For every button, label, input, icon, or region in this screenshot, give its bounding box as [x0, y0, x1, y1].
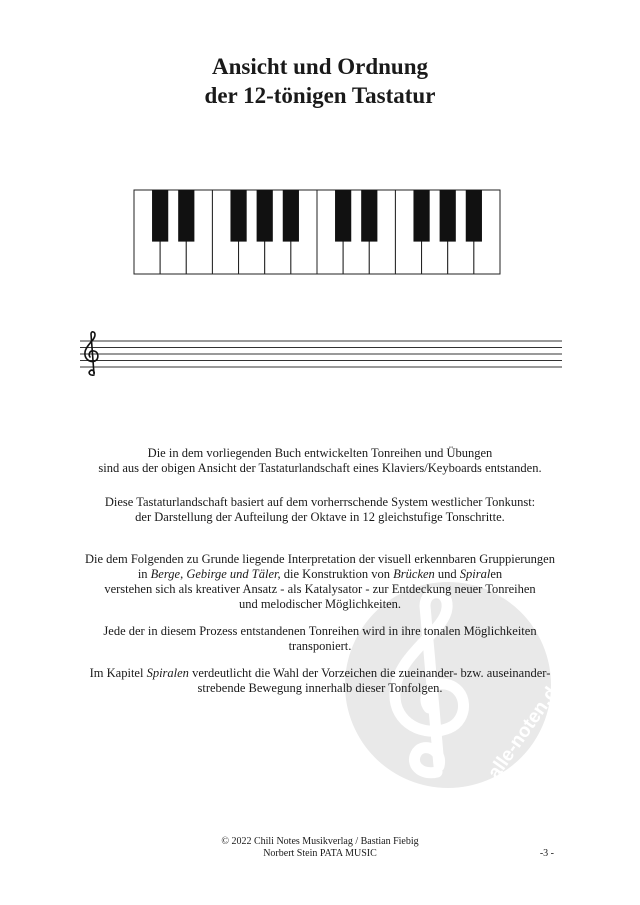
title-line-2: der 12-tönigen Tastatur [204, 83, 436, 108]
term-spiralen-chapter: Spiralen [146, 666, 189, 680]
black-key [413, 190, 429, 242]
page-title [0, 52, 640, 110]
black-key [361, 190, 377, 242]
black-key [230, 190, 246, 242]
publisher-line: Norbert Stein PATA MUSIC [263, 848, 377, 859]
paragraph-4: Jede der in diesem Prozess entstandenen Tonreihen wird in ihre tonalen Möglichkeiten transponiert. [103, 624, 537, 653]
term-berge: Berge [150, 567, 181, 581]
black-key [152, 190, 168, 242]
paragraph-2: Diese Tastaturlandschaft basiert auf dem vorherrschende System westlicher Tonkunst: der Darstellung der Aufteilung der Oktave in 12 gleichstufige Tonschritte. [104, 495, 536, 524]
staff-lines [80, 341, 562, 367]
term-gebirge: Gebirge und Täler, [186, 567, 281, 581]
watermark-text: alle-noten.de [483, 674, 569, 783]
paragraph-1: Die in dem vorliegenden Buch entwickelten Tonreihen und Übungen sind aus der obigen Ansicht der Tastaturlandschaft eines Klaviers/Keyboards entstanden. [98, 446, 542, 475]
page-number: -3 - [539, 848, 554, 859]
black-key [178, 190, 194, 242]
black-key [335, 190, 351, 242]
music-staff [80, 330, 562, 378]
treble-clef-icon [85, 332, 98, 375]
title-line-1: Ansicht und Ordnung [211, 54, 429, 79]
black-key [283, 190, 299, 242]
paragraph-5: Im Kapitel Spiralen verdeutlicht die Wahl der Vorzeichen die zueinander- bzw. auseinander- strebende Bewegung innerhalb dieser Tonfolgen. [89, 666, 551, 695]
black-key [257, 190, 273, 242]
piano-keyboard-illustration [133, 189, 501, 275]
paragraph-3: Die dem Folgenden zu Grunde liegende Interpretation der visuell erkennbaren Gruppierungen in Berge, Gebirge und Täler, die Konstruktion von Brücken und Spiralen verstehen sich als kreativer Ansatz - als Katalysator - zur Entdeckung neuer Tonreihen und melodischer Möglichkeiten. [85, 552, 555, 611]
black-key [440, 190, 456, 242]
term-spiralen: Spiral [459, 567, 491, 581]
term-bruecken: Brücken [393, 567, 435, 581]
body-text [60, 446, 580, 696]
black-key [466, 190, 482, 242]
copyright-line: © 2022 Chili Notes Musikverlag / Bastian Fiebig [221, 836, 419, 847]
